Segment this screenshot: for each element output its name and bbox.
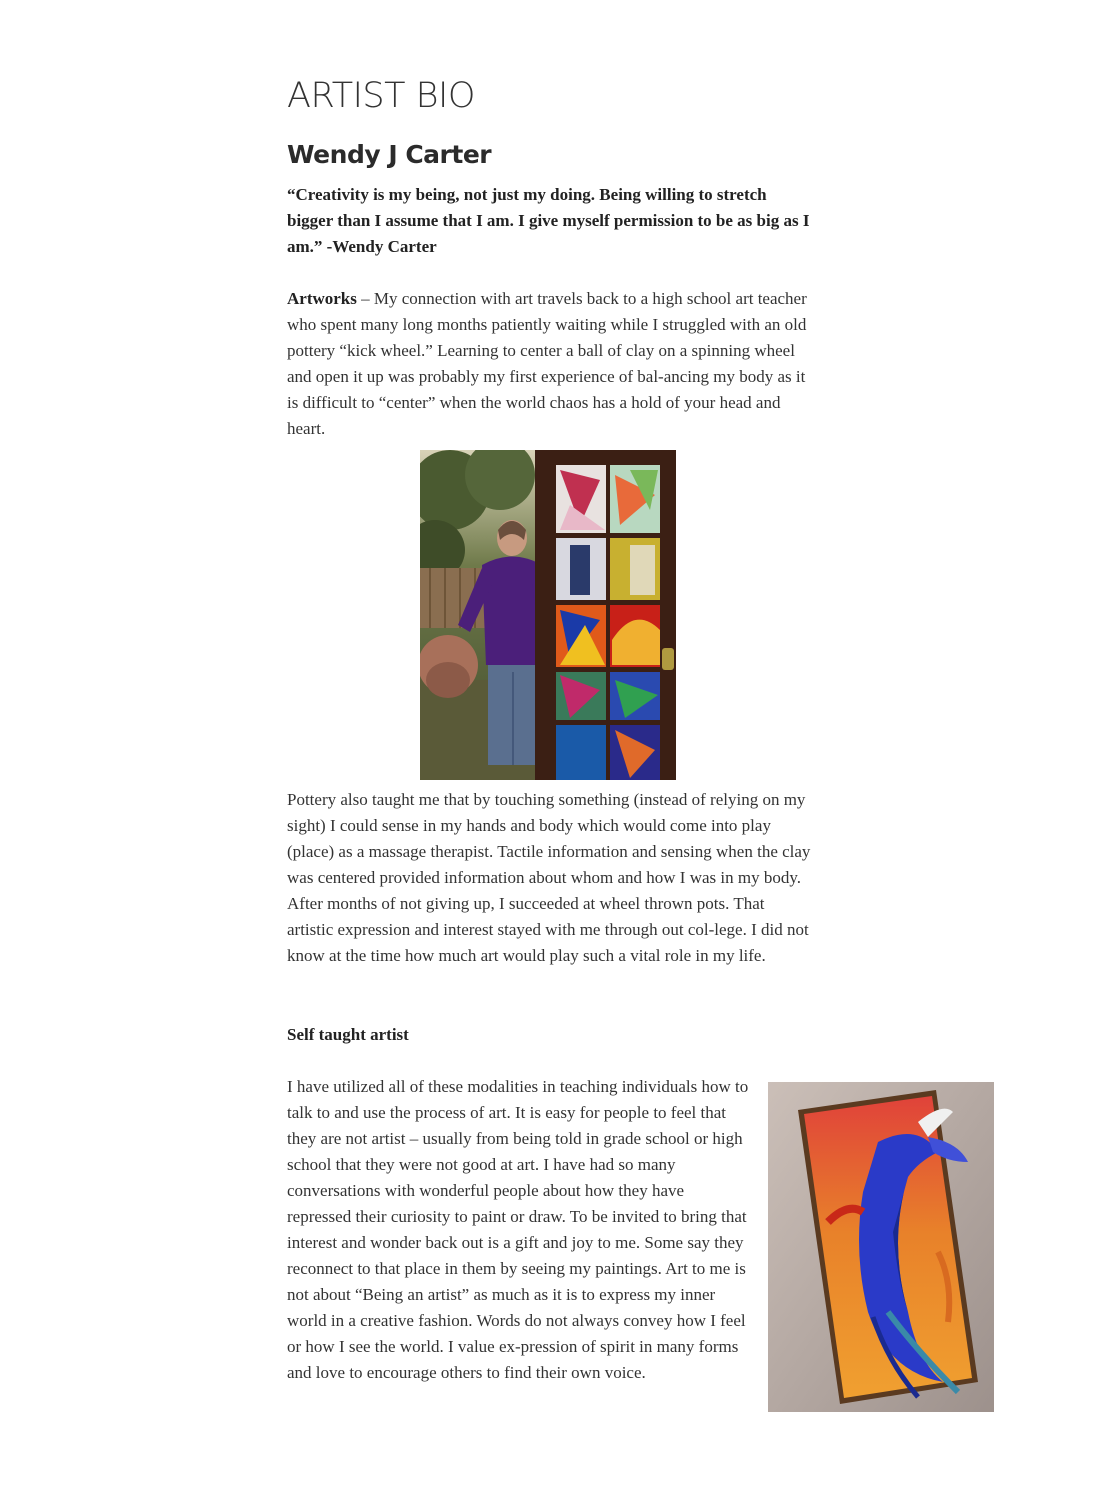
artist-quote: “Creativity is my being, not just my doing. Being willing to stretch bigger than I assume that I am. I give myself permission to be as big as I am.” -Wendy Carter xyxy=(287,185,810,256)
pottery-paragraph: Pottery also taught me that by touching something (instead of relying on my sight) I could sense in my hands and body which would come into play (place) as a massage therapist. Tactile information and sensing when the clay was centered provided information about whom and how I was in my body. After months of not giving up, I succeeded at wheel thrown pots. That artistic expression and interest stayed with me through out col-lege. I did not know at the time how much art would play such a vital role in my life. xyxy=(287,790,811,965)
modalities-paragraph: I have utilized all of these modalities in teaching individuals how to talk to and use the process of art. It is easy for people to feel that they are not artist – usually from being told in grade school or high school that they were not good at art. I have had so many conversations with wonderful people about how they have repressed their curiosity to paint or draw. To be invited to bring that interest and wonder back out is a gift and joy to me. Some say they reconnect to that place in them by seeing my paintings. Art to me is not about “Being an artist” as much as it is to express my inner world in a creative fashion. Words do not always convey how I feel or how I see the world. I value ex-pression of spirit in many forms and love to encourage others to find their own voice. xyxy=(287,1077,749,1382)
artworks-body: – My connection with art travels back to a high school art teacher who spent many long months patiently waiting while I struggled with an old pottery “kick wheel.” Learning to center a ball of clay on a spinning wheel and open it up was probably my first experience of bal-ancing my body as it is difficult to “center” when the world chaos has a hold of your head and heart. xyxy=(287,289,807,438)
self-taught-heading: Self taught artist xyxy=(287,1025,409,1044)
bird-painting-photo xyxy=(768,1082,994,1412)
artworks-lead: Artworks xyxy=(287,289,357,308)
artworks-paragraph xyxy=(287,286,812,442)
artist-with-stained-glass-door-photo xyxy=(420,450,676,780)
artist-name: Wendy J Carter xyxy=(287,140,492,169)
page-title: ARTIST BIO xyxy=(287,76,475,116)
